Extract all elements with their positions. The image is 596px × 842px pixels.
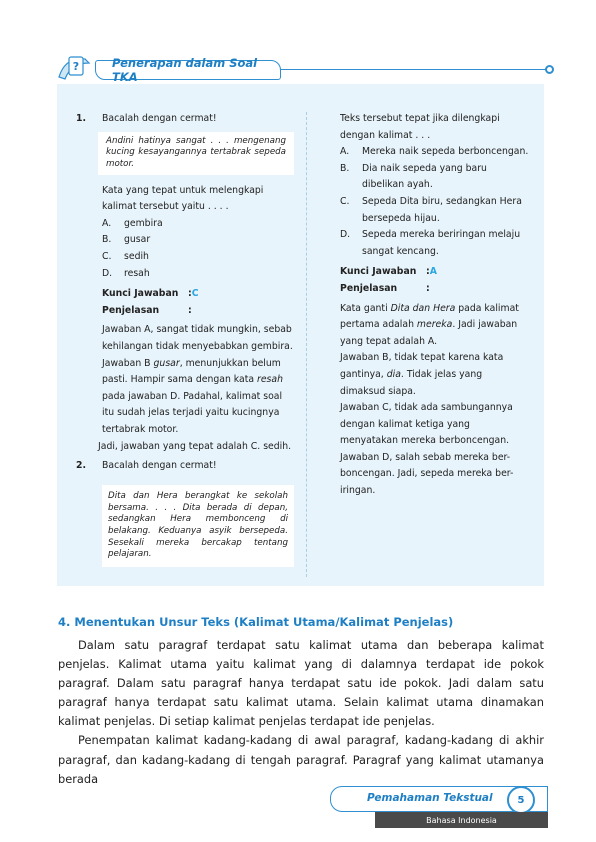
- explanation-separator: :: [426, 282, 430, 294]
- option-b: [340, 161, 530, 194]
- passage-card: [98, 132, 294, 175]
- paragraph: Dalam satu paragraf terdapat satu kalimat utama dan beberapa kalimat penjelas. Kalimat utama yaitu kalimat yang di dalamnya terdapat ide pokok paragraf. Dalam satu paragraf hanya terdapat satu ide pokok. Jadi dalam satu paragraf hanya terdapat satu kalimat utama. Selain kalimat utama dinamakan kalimat penjelas. Di setiap kalimat penjelas terdapat ide penjelas.: [58, 638, 544, 729]
- passage-card: Dita dan Hera berangkat ke sekolah bersama. . . . Dita berada di depan, sedangkan Hera membonceng di belakang. Keduanya asyik bersepeda. Sesekali mereka bercakap tentang pelajaran.: [102, 485, 294, 567]
- question-book-icon: [55, 53, 93, 83]
- option-text: Mereka naik sepeda berboncengan.: [362, 146, 529, 158]
- explanation-emphasis: resah: [257, 374, 283, 386]
- option-letter: C.: [102, 251, 112, 263]
- explanation-line: [102, 372, 294, 389]
- answer-key-value: A: [429, 266, 437, 278]
- answer-key: [340, 264, 530, 281]
- passage-text: mengenang kucing kesayangannya tertabrak sepeda motor.: [106, 135, 286, 169]
- explanation-paragraph: [340, 350, 530, 400]
- option-text: Dia naik sepeda yang baru dibelikan ayah.: [362, 162, 487, 191]
- section-header-tab: [95, 56, 281, 84]
- explanation-line: tertabrak motor.: [102, 424, 179, 436]
- explanation-separator: :: [188, 304, 192, 316]
- footer-subject-label: Bahasa Indonesia: [426, 815, 497, 825]
- explanation-paragraph: Jawaban D, salah sebab mereka ber-boncengan. Jadi, sepeda mereka ber-iringan.: [340, 451, 514, 497]
- explanation-fragment: pada kalimat pertama adalah: [340, 302, 519, 331]
- option-a: [340, 144, 530, 161]
- option-b: [102, 232, 294, 249]
- question-prompt: Bacalah dengan cermat!: [102, 460, 217, 472]
- answer-key: [102, 286, 294, 303]
- explanation-label: Penjelasan: [340, 282, 398, 294]
- paragraph: Penempatan kalimat kadang-kadang di awal paragraf, kadang-kadang di akhir paragraf, dan kadang-kadang di tengah paragraf. Paragraf yang kalimat utamanya berada: [58, 733, 544, 786]
- explanation-emphasis: mereka: [416, 319, 453, 331]
- option-text: resah: [124, 267, 150, 279]
- explanation-emphasis: gusar: [153, 357, 180, 369]
- option-letter: A.: [102, 217, 112, 229]
- explanation-line: itu sudah jelas terjadi yaitu kucingnya: [102, 407, 280, 419]
- option-a: [102, 216, 294, 233]
- explanation-heading: [102, 303, 294, 320]
- explanation-line: Jawaban A, sangat tidak mungkin, sebab: [102, 324, 292, 336]
- answer-key-label: Kunci Jawaban: [340, 266, 417, 278]
- option-c: [340, 194, 530, 227]
- section-header-title: Penerapan dalam Soal TKA: [112, 56, 258, 84]
- explanation-emphasis: dia: [386, 368, 401, 380]
- option-d: [340, 227, 530, 260]
- header-rule-end-dot: [545, 65, 554, 74]
- footer-subject-bar: [375, 812, 548, 828]
- left-column: [76, 111, 294, 567]
- question-text: Teks tersebut tepat jika dilengkapi: [340, 113, 500, 124]
- explanation-heading: [340, 281, 530, 298]
- explanation-emphasis: Dita dan Hera: [390, 302, 456, 314]
- question-2: [76, 458, 294, 567]
- explanation-paragraph: [340, 301, 530, 351]
- explanation-fragment: , menunjukkan belum: [179, 357, 281, 369]
- section-title: 4. Menentukan Unsur Teks (Kalimat Utama/Kalimat Penjelas): [58, 615, 454, 629]
- passage-text: Andini hatinya: [106, 135, 176, 146]
- explanation-fragment: . Tidak jelas yang dimaksud siapa.: [340, 368, 483, 397]
- footer-chapter-label: Pemahaman Tekstual: [367, 792, 493, 804]
- question-text: kalimat tersebut yaitu . . . .: [102, 201, 229, 213]
- option-text: gusar: [124, 234, 151, 246]
- page-number: 5: [507, 786, 535, 814]
- explanation-fragment: Jawaban B, tidak tepat karena kata gantinya,: [340, 352, 504, 380]
- explanation-fragment: . Jadi jawaban yang tepat adalah A.: [340, 319, 518, 347]
- answer-key-label: Kunci Jawaban: [102, 288, 179, 300]
- question-text: dengan kalimat . . .: [340, 129, 431, 141]
- explanation-line: [102, 356, 294, 373]
- answer-key-value: C: [191, 288, 199, 300]
- explanation-label: Penjelasan: [102, 304, 160, 316]
- question-number: 2.: [76, 460, 87, 472]
- question-1: [76, 111, 294, 455]
- right-column: [340, 111, 530, 500]
- explanation-line: kehilangan tidak menyebabkan gembira.: [102, 341, 293, 353]
- section-body: [58, 636, 544, 789]
- question-prompt: Bacalah dengan cermat!: [102, 113, 217, 124]
- option-letter: D.: [102, 267, 113, 279]
- option-text: sedih: [124, 251, 149, 263]
- explanation-fragment: Kata ganti: [340, 302, 391, 314]
- explanation-fragment: Jawaban B: [102, 357, 154, 369]
- explanation-line: pada jawaban D. Padahal, kalimat soal: [102, 390, 283, 402]
- option-letter: A.: [340, 146, 350, 158]
- option-text: Sepeda mereka beriringan melaju sangat kencang.: [362, 229, 521, 257]
- option-letter: C.: [340, 195, 350, 207]
- explanation-text: [340, 301, 530, 500]
- option-letter: D.: [340, 229, 351, 241]
- question-number: 1.: [76, 113, 87, 124]
- explanation-text: [98, 322, 294, 455]
- explanation-fragment: pasti. Hampir sama dengan kata: [102, 374, 258, 386]
- svg-text:?: ?: [72, 60, 80, 73]
- option-text: gembira: [124, 217, 163, 229]
- column-divider: [306, 112, 307, 577]
- answer-key-separator: :: [188, 288, 192, 300]
- option-letter: B.: [102, 234, 112, 246]
- option-d: [102, 266, 294, 283]
- option-letter: B.: [340, 162, 350, 174]
- option-text: Sepeda Dita biru, sedangkan Hera bersepeda hijau.: [362, 195, 522, 224]
- option-c: [102, 249, 294, 266]
- explanation-paragraph: Jawaban C, tidak ada sambungannya dengan kalimat ketiga yang menyatakan mereka berboncengan.: [340, 402, 513, 447]
- answer-key-separator: :: [426, 266, 430, 278]
- passage-emphasis: sangat . . .: [175, 135, 229, 146]
- explanation-line: Jadi, jawaban yang tepat adalah C. sedih.: [98, 440, 292, 452]
- question-text: Kata yang tepat untuk melengkapi: [102, 184, 264, 196]
